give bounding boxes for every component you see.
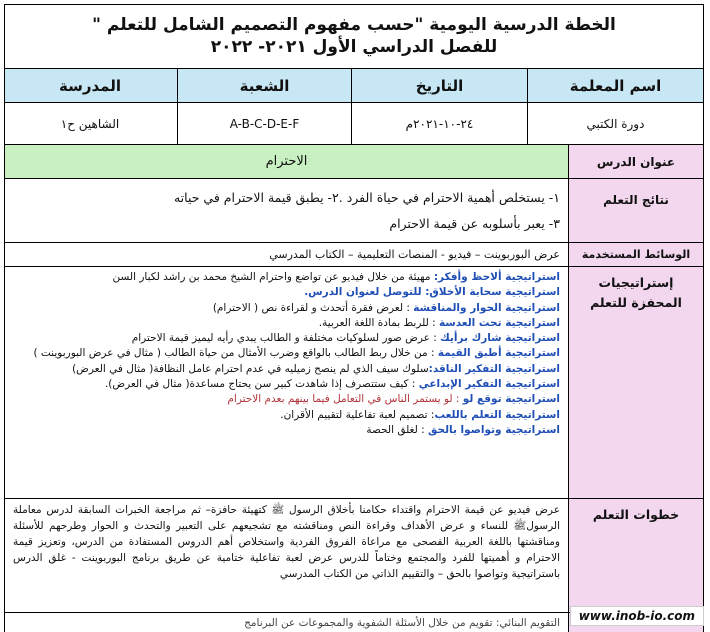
strategy-11: استراتيجية وتواصوا بالحق : لغلق الحصة bbox=[366, 423, 560, 436]
teacher-header: اسم المعلمة bbox=[527, 69, 703, 102]
strategy-7: استراتيجية التفكير الناقد:سلوك سيف الذي لم ينصح زميليه في عدم احترام عامل النظافة( مثال في العرض) bbox=[72, 362, 560, 375]
lesson-title-value: الاحترام bbox=[5, 145, 568, 178]
teacher-value: دورة الكتبي bbox=[527, 103, 703, 144]
media-row bbox=[5, 243, 703, 267]
info-values-row bbox=[5, 103, 703, 145]
strategy-3: استراتيجية الحوار والمناقشة : لعرض فقرة أتحدث و لقراءة نص ( الاحترام) bbox=[212, 301, 560, 314]
media-label: الوسائط المستخدمة bbox=[568, 243, 703, 266]
date-value: ٢٤-١٠-٢٠٢١م bbox=[351, 103, 527, 144]
strategy-2: استراتيجية سحابة الأخلاق: للتوصل لعنوان الدرس. bbox=[304, 286, 560, 299]
steps-label: خطوات التعلم bbox=[568, 499, 703, 612]
lesson-title-row bbox=[5, 145, 703, 179]
steps-text: عرض فيديو عن قيمة الاحترام واقتداء حكامنا بأخلاق الرسول ﷺ كتهيئة حافزة– ثم مراجعة الخبرات السابقة لدرس معاملة الرسولﷺ للنساء و عرض الأهداف وقراءة النص ومناقشته مع تشجيعهم على التعبير والتحدث و الحوار وطرحهم للأسئلة ومناقشتها باللغة العربية الفصحى مع مراعاة الفروق الفردية واستخلاص أهم الدروس المستفادة من الدرس، وتعزيز قيمة الاحترام و أهميتها للفرد والمجتمع وختاماً للدرس عرض لعبة تفاعلية ختامية عن طريق برنامج البوربوينت - غلق الدرس باستراتيجية وتواصوا بالحق – والتقييم الذاتي من الكتاب المدرسي bbox=[13, 504, 560, 580]
strategy-9: استراتيجية توقع لو : لو يستمر الناس في التعامل فيما بينهم بعدم الاحترام bbox=[227, 393, 560, 406]
strategy-10: استراتيجية التعلم باللعب: تصميم لعبة تفاعلية لتقييم الأقران. bbox=[280, 408, 560, 421]
outcomes-label: نتائج التعلم bbox=[568, 179, 703, 242]
watermark: www.inob-io.com bbox=[570, 606, 704, 626]
outcome-line-1: ١- يستخلص أهمية الاحترام في حياة الفرد .٢- يطبق قيمة الاحترام في حياته bbox=[173, 190, 560, 205]
info-header-row bbox=[5, 69, 703, 103]
school-header: المدرسة bbox=[4, 69, 177, 102]
plan-header bbox=[5, 5, 703, 69]
strategy-4: استراتيجية تحت العدسة : للربط بمادة اللغة العربية. bbox=[318, 316, 560, 329]
outcome-line-2: ٣- يعبر بأسلوبه عن قيمة الاحترام bbox=[389, 216, 560, 231]
section-header: الشعبة bbox=[177, 69, 351, 102]
strategy-1: استراتيجية ألاحظ وأفكر: مهيئة من خلال فيديو عن تواضع واحترام الشيخ محمد بن راشد لكبار السن bbox=[112, 271, 560, 283]
date-header: التاريخ bbox=[351, 69, 527, 102]
plan-title: الخطة الدرسية اليومية "حسب مفهوم التصميم الشامل للتعلم " bbox=[92, 15, 616, 35]
section-value: A-B-C-D-E-F bbox=[177, 103, 351, 144]
strategy-5: استراتيجية شارك برأيك : عرض صور لسلوكيات مختلفة و الطالب يبدي رأيه ليميز قيمة الاحترام bbox=[131, 332, 560, 345]
school-value: الشاهين ح١ bbox=[60, 116, 120, 131]
lesson-plan-page bbox=[4, 4, 704, 632]
outcomes-row bbox=[5, 179, 703, 243]
steps-row bbox=[5, 499, 703, 613]
strategy-8: استراتيجية التفكير الإبداعي : كيف ستتصرف إذا شاهدت كبير سن يحتاج مساعدة( مثال في العرض). bbox=[104, 378, 560, 391]
strategy-6: استراتيجية أطبق القيمة : من خلال ربط الطالب بالواقع وضرب الأمثال من حياة الطالب ( مثال في عرض البوربوينت ) bbox=[33, 347, 560, 360]
lesson-title-label: عنوان الدرس bbox=[568, 145, 703, 178]
plan-semester: للفصل الدراسي الأول ٢٠٢١- ٢٠٢٢ bbox=[210, 37, 498, 57]
strategies-list bbox=[5, 267, 568, 498]
media-value: عرض البوربوينت – فيديو - المنصات التعليمية – الكتاب المدرسي bbox=[269, 248, 560, 261]
strategies-row bbox=[5, 267, 703, 499]
assessment-text: التقويم البنائي: تقويم من خلال الأسئلة الشفوية والمجموعات عن البرنامج bbox=[244, 617, 560, 629]
strategies-label: إستراتيجيات المحفزة للتعلم bbox=[568, 267, 703, 498]
